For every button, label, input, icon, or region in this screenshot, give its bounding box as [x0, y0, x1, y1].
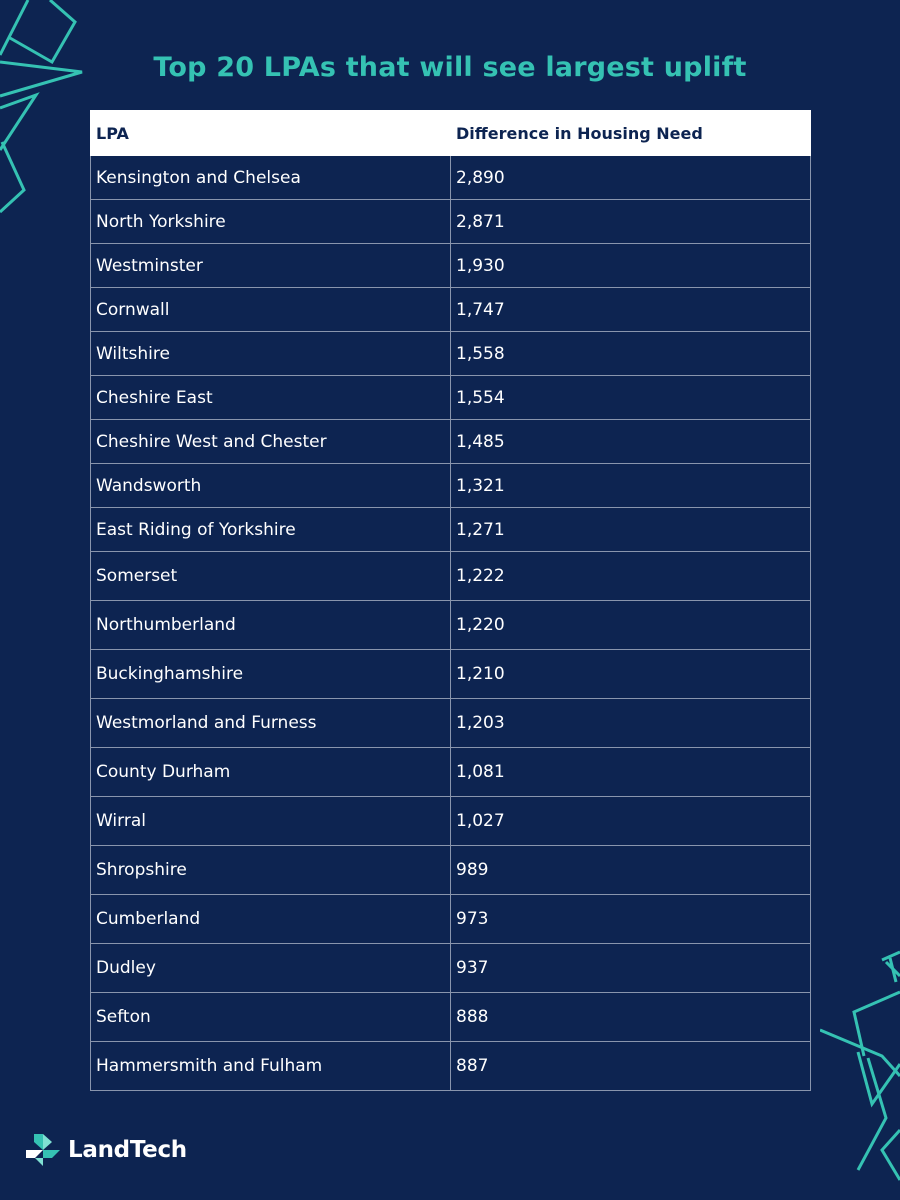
table-row [91, 200, 811, 244]
table-row [91, 993, 811, 1042]
lpa-name-cell: County Durham [91, 748, 451, 797]
lpa-name-cell: Sefton [91, 993, 451, 1042]
table-row [91, 846, 811, 895]
difference-value-cell: 1,485 [451, 420, 811, 464]
table-row [91, 601, 811, 650]
difference-value-cell: 937 [451, 944, 811, 993]
table-row [91, 156, 811, 200]
table-row [91, 508, 811, 552]
table-row [91, 699, 811, 748]
difference-value-cell: 1,027 [451, 797, 811, 846]
difference-value-cell: 1,222 [451, 552, 811, 601]
table-row [91, 376, 811, 420]
decorative-lines-bottom-right [820, 940, 900, 1200]
difference-value-cell: 1,203 [451, 699, 811, 748]
difference-value-cell: 989 [451, 846, 811, 895]
table-row [91, 1042, 811, 1091]
difference-value-cell: 1,271 [451, 508, 811, 552]
decorative-lines-top-left [0, 0, 100, 220]
lpa-name-cell: Kensington and Chelsea [91, 156, 451, 200]
lpa-name-cell: North Yorkshire [91, 200, 451, 244]
landtech-logo [26, 1133, 187, 1167]
lpa-name-cell: Hammersmith and Fulham [91, 1042, 451, 1091]
lpa-name-cell: Wandsworth [91, 464, 451, 508]
table-header-row [91, 111, 811, 156]
difference-value-cell: 1,554 [451, 376, 811, 420]
difference-value-cell: 2,871 [451, 200, 811, 244]
lpa-name-cell: Somerset [91, 552, 451, 601]
landtech-logo-icon [26, 1134, 60, 1166]
difference-value-cell: 1,747 [451, 288, 811, 332]
lpa-name-cell: East Riding of Yorkshire [91, 508, 451, 552]
table-row [91, 552, 811, 601]
table-row [91, 288, 811, 332]
difference-value-cell: 1,930 [451, 244, 811, 288]
lpa-name-cell: Westminster [91, 244, 451, 288]
lpa-name-cell: Cheshire East [91, 376, 451, 420]
lpa-name-cell: Dudley [91, 944, 451, 993]
table-row [91, 895, 811, 944]
difference-value-cell: 1,210 [451, 650, 811, 699]
logo-text: LandTech [68, 1137, 187, 1163]
table-row [91, 944, 811, 993]
difference-value-cell: 888 [451, 993, 811, 1042]
difference-value-cell: 887 [451, 1042, 811, 1091]
lpa-name-cell: Wiltshire [91, 332, 451, 376]
lpa-name-cell: Buckinghamshire [91, 650, 451, 699]
lpa-name-cell: Shropshire [91, 846, 451, 895]
lpa-table [90, 110, 811, 1091]
lpa-name-cell: Wirral [91, 797, 451, 846]
table-row [91, 748, 811, 797]
table-row [91, 797, 811, 846]
column-header-lpa: LPA [91, 111, 451, 156]
lpa-name-cell: Cheshire West and Chester [91, 420, 451, 464]
table-row [91, 464, 811, 508]
page-title: Top 20 LPAs that will see largest uplift [153, 52, 747, 83]
difference-value-cell: 1,220 [451, 601, 811, 650]
table-row [91, 420, 811, 464]
difference-value-cell: 2,890 [451, 156, 811, 200]
column-header-difference: Difference in Housing Need [451, 111, 811, 156]
lpa-name-cell: Cumberland [91, 895, 451, 944]
lpa-name-cell: Westmorland and Furness [91, 699, 451, 748]
lpa-name-cell: Northumberland [91, 601, 451, 650]
difference-value-cell: 973 [451, 895, 811, 944]
table-row [91, 244, 811, 288]
table-row [91, 332, 811, 376]
lpa-name-cell: Cornwall [91, 288, 451, 332]
table-row [91, 650, 811, 699]
difference-value-cell: 1,081 [451, 748, 811, 797]
difference-value-cell: 1,558 [451, 332, 811, 376]
difference-value-cell: 1,321 [451, 464, 811, 508]
